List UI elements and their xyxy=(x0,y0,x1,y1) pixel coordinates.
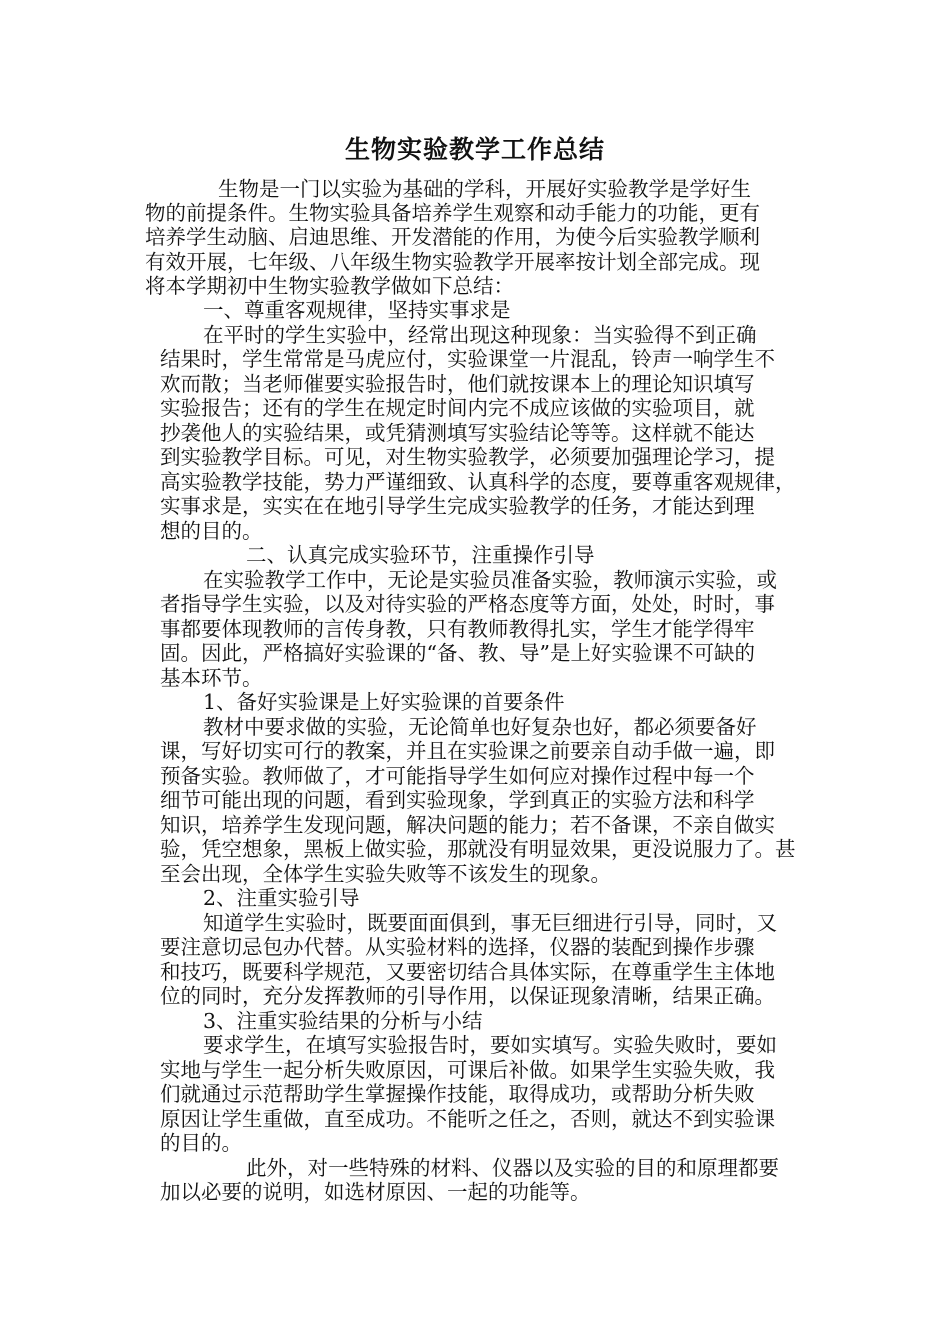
text-line: 加以必要的说明，如选材原因、一起的功能等。 xyxy=(160,1180,591,1204)
text-line: 要注意切忌包办代替。从实验材料的选择，仪器的装配到操作步骤 xyxy=(160,935,755,959)
text-line: 至会出现，全体学生实验失败等不该发生的现象。 xyxy=(160,862,611,886)
text-line: 验，凭空想象，黑板上做实验，那就没有明显效果，更没说服力了。甚 xyxy=(160,837,796,861)
text-line: 位的同时，充分发挥教师的引导作用，以保证现象清晰，结果正确。 xyxy=(160,984,775,1008)
text-line: 到实验教学目标。可见，对生物实验教学，必须要加强理论学习，提 xyxy=(160,445,775,469)
text-line: 将本学期初中生物实验教学做如下总结： xyxy=(145,274,514,298)
text-line: 高实验教学技能，势力严谨细致、认真科学的态度，要尊重客观规律， xyxy=(160,470,796,494)
text-line: 的目的。 xyxy=(160,1131,242,1155)
document-title: 生物实验教学工作总结 xyxy=(344,135,605,164)
text-line: 细节可能出现的问题，看到实验现象，学到真正的实验方法和科学 xyxy=(160,788,755,812)
text-line: 物的前提条件。生物实验具备培养学生观察和动手能力的功能，更有 xyxy=(145,201,760,225)
subsection-heading: 1、备好实验课是上好实验课的首要条件 xyxy=(203,690,565,714)
text-line: 和技巧，既要科学规范，又要密切结合具体实际，在尊重学生主体地 xyxy=(160,960,775,984)
text-line: 实验报告；还有的学生在规定时间内完不成应该做的实验项目，就 xyxy=(160,396,755,420)
text-line: 们就通过示范帮助学生掌握操作技能，取得成功，或帮助分析失败 xyxy=(160,1082,755,1106)
text-line: 生物是一门以实验为基础的学科，开展好实验教学是学好生 xyxy=(218,177,751,201)
text-line: 此外，对一些特殊的材料、仪器以及实验的目的和原理都要 xyxy=(246,1156,779,1180)
text-line: 事都要体现教师的言传身教，只有教师教得扎实，学生才能学得牢 xyxy=(160,617,755,641)
text-line: 知道学生实验时，既要面面俱到，事无巨细进行引导，同时，又 xyxy=(203,911,777,935)
text-line: 实事求是，实实在在地引导学生完成实验教学的任务，才能达到理 xyxy=(160,494,755,518)
text-line: 培养学生动脑、启迪思维、开发潜能的作用，为使今后实验教学顺利 xyxy=(145,225,760,249)
text-line: 要求学生，在填写实验报告时，要如实填写。实验失败时，要如 xyxy=(203,1033,777,1057)
text-line: 课，写好切实可行的教案，并且在实验课之前要亲自动手做一遍，即 xyxy=(160,739,775,763)
text-line: 在平时的学生实验中，经常出现这种现象：当实验得不到正确 xyxy=(203,323,757,347)
subsection-heading: 3、注重实验结果的分析与小结 xyxy=(203,1009,483,1033)
text-line: 教材中要求做的实验，无论简单也好复杂也好，都必须要备好 xyxy=(203,715,757,739)
text-line: 抄袭他人的实验结果，或凭猜测填写实验结论等等。这样就不能达 xyxy=(160,421,755,445)
text-line: 有效开展，七年级、八年级生物实验教学开展率按计划全部完成。现 xyxy=(145,250,760,274)
section-heading: 一、尊重客观规律，坚持实事求是 xyxy=(203,298,511,322)
subsection-heading: 2、注重实验引导 xyxy=(203,886,360,910)
text-line: 在实验教学工作中，无论是实验员准备实验，教师演示实验，或 xyxy=(203,568,777,592)
text-line: 基本环节。 xyxy=(160,666,263,690)
text-line: 知识，培养学生发现问题，解决问题的能力；若不备课，不亲自做实 xyxy=(160,813,775,837)
text-line: 实地与学生一起分析失败原因，可课后补做。如果学生实验失败，我 xyxy=(160,1058,775,1082)
text-line: 者指导学生实验，以及对待实验的严格态度等方面，处处，时时，事 xyxy=(160,592,775,616)
text-line: 预备实验。教师做了，才可能指导学生如何应对操作过程中每一个 xyxy=(160,764,755,788)
text-line: 欢而散；当老师催要实验报告时，他们就按课本上的理论知识填写 xyxy=(160,372,755,396)
text-line: 原因让学生重做，直至成功。不能听之任之，否则，就达不到实验课 xyxy=(160,1107,775,1131)
text-line: 结果时，学生常常是马虎应付，实验课堂一片混乱，铃声一响学生不 xyxy=(160,347,775,371)
text-line: 想的目的。 xyxy=(160,519,263,543)
section-heading: 二、认真完成实验环节，注重操作引导 xyxy=(246,543,595,567)
text-line: 固。因此，严格搞好实验课的“备、教、导”是上好实验课不可缺的 xyxy=(160,641,755,665)
